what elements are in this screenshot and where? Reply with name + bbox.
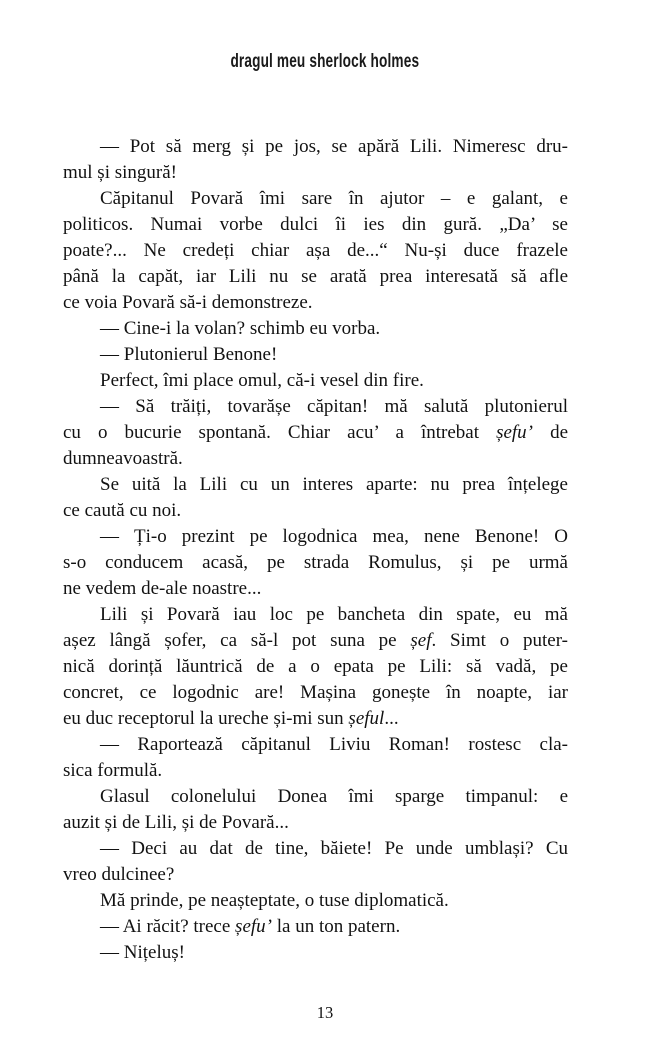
text-line: — Cine-i la volan? schimb eu vorba. [100, 318, 381, 339]
text-line: politicos. Numai vorbe dulci îi ies din gură. „Da’ se [63, 214, 568, 235]
running-header [0, 50, 650, 73]
text-segment: cu o bucurie spontană. Chiar acu’ a întrebat [63, 422, 497, 443]
text-line: Căpitanul Povară îmi sare în ajutor – e galant, e [100, 188, 568, 209]
text-line: — Să trăiți, tovarășe căpitan! mă salută plutonierul [100, 396, 568, 417]
text-line: Glasul colonelului Donea îmi sparge timpanul: e [100, 786, 568, 807]
text-line: s-o conducem acasă, pe strada Romulus, și pe urmă [63, 552, 568, 573]
text-segment: de [533, 422, 569, 443]
text-line [63, 420, 568, 446]
text-line: ce caută cu noi. [63, 500, 182, 521]
text-line: nică dorință lăuntrică de a o epata pe Lili: să vadă, pe [63, 656, 568, 677]
running-header-title: dragul meu sherlock holmes [230, 50, 420, 72]
page-number: 13 [316, 1003, 334, 1022]
text-segment: . Simt o puter- [431, 630, 568, 651]
text-line: sica formulă. [63, 760, 163, 781]
text-line: — Pot să merg și pe jos, se apără Lili. Nimeresc dru- [100, 136, 568, 157]
text-line [63, 706, 568, 732]
text-line: dumneavoastră. [63, 448, 183, 469]
text-segment: ... [384, 708, 399, 729]
text-line: concret, ce logodnic are! Mașina gonește în noapte, iar [63, 682, 568, 703]
italic-text-segment: șeful [348, 708, 385, 729]
text-line: — Nițeluș! [100, 942, 185, 963]
text-line [63, 914, 568, 940]
text-line: Se uită la Lili cu un interes aparte: nu prea înțelege [100, 474, 568, 495]
text-line: — Deci au dat de tine, băiete! Pe unde umblași? Cu [100, 838, 568, 859]
text-line: poate?... Ne credeți chiar așa de...“ Nu-și duce frazele [63, 240, 568, 261]
text-segment: la un ton patern. [271, 916, 401, 937]
text-line: Mă prinde, pe neașteptate, o tuse diplomatică. [100, 890, 449, 911]
text-line: auzit și de Lili, și de Povară... [63, 812, 289, 833]
text-line: — Raportează căpitanul Liviu Roman! rostesc cla- [100, 734, 568, 755]
text-line: ne vedem de-ale noastre... [63, 578, 262, 599]
text-segment: eu duc receptorul la ureche și-mi sun [63, 708, 349, 729]
text-line [63, 628, 568, 654]
text-segment: așez lângă șofer, ca să-l pot suna pe [63, 630, 411, 651]
text-line: — Plutonierul Benone! [100, 344, 278, 365]
text-line: Lili și Povară iau loc pe bancheta din spate, eu mă [100, 604, 568, 625]
text-line: Perfect, îmi place omul, că-i vesel din fire. [100, 370, 424, 391]
text-line: — Ți-o prezint pe logodnica mea, nene Benone! O [100, 526, 568, 547]
text-line: vreo dulcinee? [63, 864, 175, 885]
text-line: până la capăt, iar Lili nu se arată prea interesată să afle [63, 266, 568, 287]
text-line: mul și singură! [63, 162, 177, 183]
italic-text-segment: șefu’ [496, 422, 534, 443]
text-line: ce voia Povară să-i demonstreze. [63, 292, 313, 313]
text-segment: — Ai răcit? trece [100, 916, 236, 937]
page-body-text [63, 134, 568, 966]
italic-text-segment: șefu’ [235, 916, 272, 937]
italic-text-segment: șef [410, 630, 432, 651]
